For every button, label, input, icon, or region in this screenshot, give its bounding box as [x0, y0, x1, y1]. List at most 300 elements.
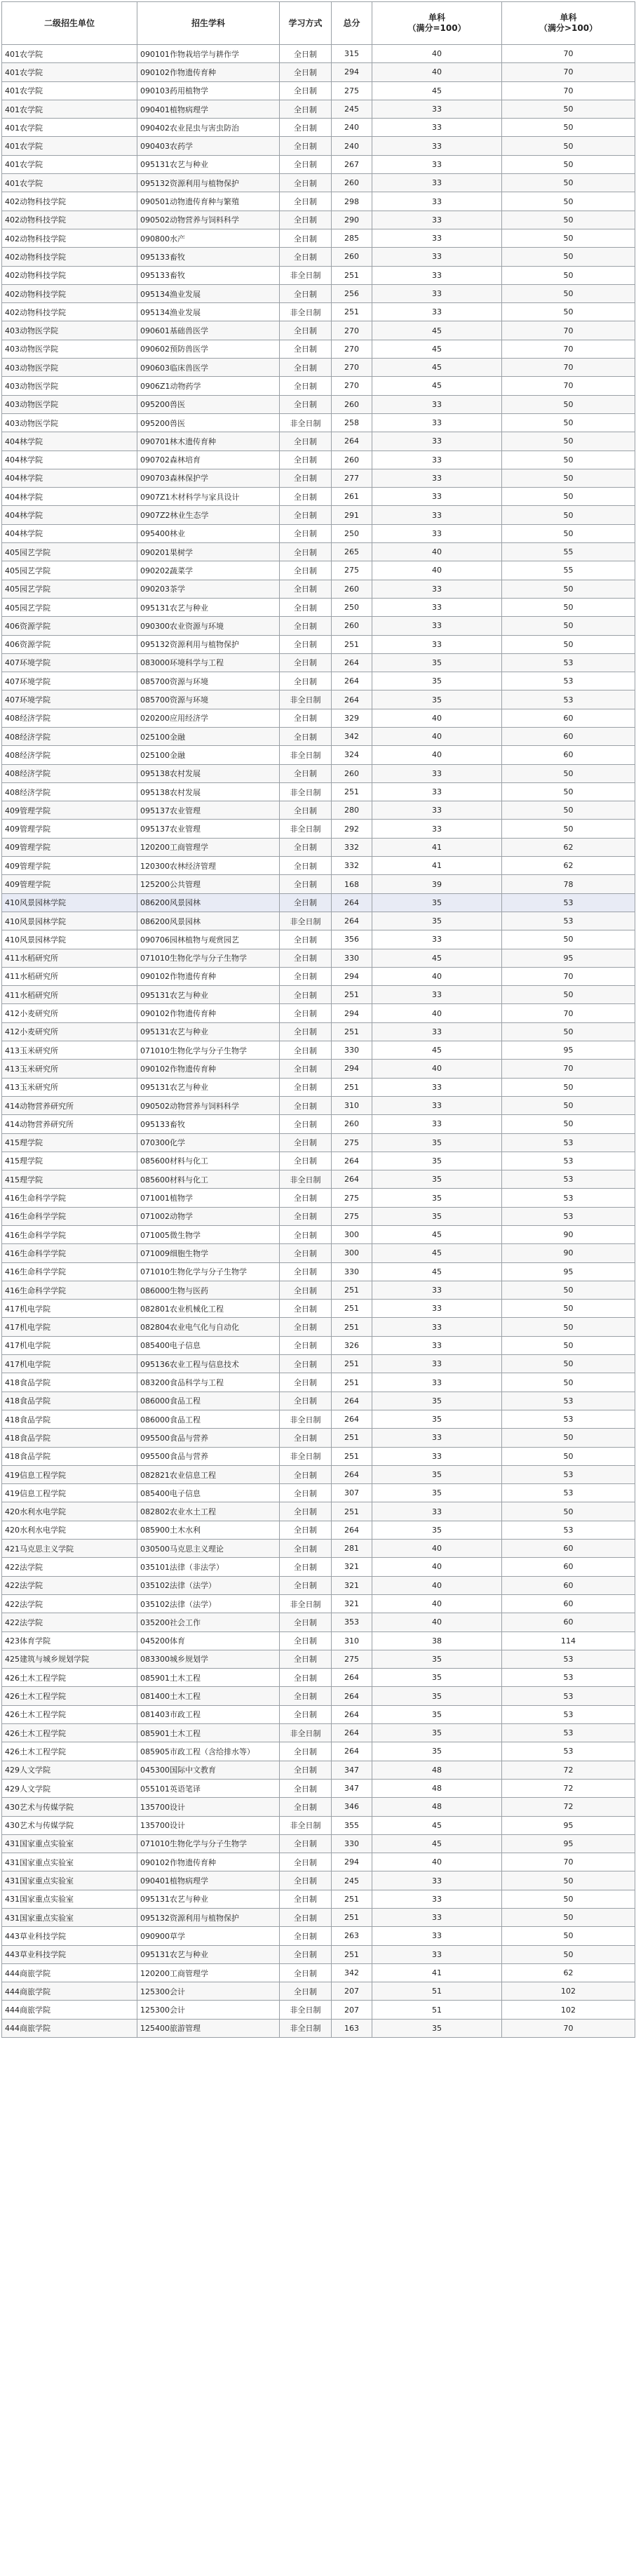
cell-single-100: 40 — [372, 1853, 502, 1871]
cell-single-100: 33 — [372, 451, 502, 469]
cell-single-100: 33 — [372, 303, 502, 321]
cell-single-100: 33 — [372, 1318, 502, 1336]
table-row — [2, 1650, 635, 1668]
cell-study-mode: 全日制 — [280, 1945, 332, 1963]
table-row — [2, 192, 635, 211]
cell-unit: 419信息工程学院 — [2, 1484, 137, 1502]
cell-unit: 431国家重点实验室 — [2, 1853, 137, 1871]
cell-single-100: 33 — [372, 598, 502, 616]
score-line-table — [1, 1, 635, 2038]
cell-single-over-100: 50 — [502, 930, 635, 949]
table-header — [2, 2, 635, 45]
cell-single-100: 33 — [372, 580, 502, 598]
cell-single-over-100: 50 — [502, 820, 635, 838]
cell-single-100: 51 — [372, 2001, 502, 2019]
cell-single-over-100: 72 — [502, 1798, 635, 1816]
cell-single-100: 33 — [372, 801, 502, 820]
cell-single-over-100: 50 — [502, 192, 635, 211]
cell-study-mode: 全日制 — [280, 1650, 332, 1668]
cell-study-mode: 全日制 — [280, 1927, 332, 1945]
cell-single-over-100: 50 — [502, 1300, 635, 1318]
cell-single-over-100: 95 — [502, 1262, 635, 1281]
cell-single-over-100: 60 — [502, 746, 635, 764]
cell-study-mode: 全日制 — [280, 1022, 332, 1041]
cell-single-100: 33 — [372, 469, 502, 487]
cell-total-score: 330 — [332, 1834, 372, 1853]
cell-study-mode: 非全日制 — [280, 690, 332, 709]
cell-unit: 421马克思主义学院 — [2, 1540, 137, 1558]
cell-single-100: 33 — [372, 100, 502, 118]
cell-major: 086200风景园林 — [137, 893, 280, 912]
cell-study-mode: 全日制 — [280, 1281, 332, 1299]
cell-major: 071001植物学 — [137, 1189, 280, 1207]
cell-single-over-100: 55 — [502, 543, 635, 561]
cell-total-score: 245 — [332, 100, 372, 118]
header-total-score: 总分 — [332, 2, 372, 45]
cell-study-mode: 全日制 — [280, 1373, 332, 1392]
cell-total-score: 263 — [332, 1927, 372, 1945]
cell-major: 085600材料与化工 — [137, 1170, 280, 1189]
cell-single-over-100: 50 — [502, 451, 635, 469]
cell-single-100: 33 — [372, 524, 502, 542]
cell-major: 090702森林培育 — [137, 451, 280, 469]
cell-major: 090203茶学 — [137, 580, 280, 598]
cell-single-over-100: 50 — [502, 432, 635, 451]
cell-single-over-100: 50 — [502, 1022, 635, 1041]
cell-study-mode: 全日制 — [280, 1705, 332, 1723]
cell-study-mode: 非全日制 — [280, 1816, 332, 1834]
cell-single-100: 45 — [372, 1244, 502, 1262]
cell-single-over-100: 50 — [502, 524, 635, 542]
table-row — [2, 782, 635, 801]
cell-single-over-100: 62 — [502, 1963, 635, 1982]
cell-total-score: 330 — [332, 1262, 372, 1281]
cell-total-score: 329 — [332, 709, 372, 727]
cell-total-score: 321 — [332, 1594, 372, 1613]
cell-single-over-100: 53 — [502, 690, 635, 709]
cell-major: 090603临床兽医学 — [137, 359, 280, 377]
cell-single-100: 35 — [372, 912, 502, 930]
cell-single-over-100: 102 — [502, 1982, 635, 2001]
cell-single-over-100: 50 — [502, 488, 635, 506]
cell-total-score: 347 — [332, 1779, 372, 1797]
table-row — [2, 1669, 635, 1687]
cell-major: 125300会计 — [137, 2001, 280, 2019]
table-row — [2, 1761, 635, 1779]
cell-total-score: 264 — [332, 1669, 372, 1687]
cell-unit: 431国家重点实验室 — [2, 1834, 137, 1853]
cell-major: 095133畜牧 — [137, 248, 280, 266]
table-row — [2, 1798, 635, 1816]
table-row — [2, 1336, 635, 1354]
cell-major: 095138农村发展 — [137, 764, 280, 782]
cell-single-100: 40 — [372, 1594, 502, 1613]
cell-single-over-100: 53 — [502, 1133, 635, 1152]
cell-total-score: 294 — [332, 1060, 372, 1078]
cell-study-mode: 全日制 — [280, 1687, 332, 1705]
cell-study-mode: 全日制 — [280, 63, 332, 81]
cell-major: 090102作物遗传育种 — [137, 1853, 280, 1871]
cell-unit: 402动物科技学院 — [2, 284, 137, 302]
cell-study-mode: 全日制 — [280, 986, 332, 1004]
cell-study-mode: 全日制 — [280, 1963, 332, 1982]
cell-single-over-100: 60 — [502, 1576, 635, 1594]
table-row — [2, 174, 635, 192]
cell-unit: 403动物医学院 — [2, 413, 137, 432]
cell-single-100: 33 — [372, 1890, 502, 1908]
cell-single-over-100: 50 — [502, 303, 635, 321]
cell-total-score: 277 — [332, 469, 372, 487]
cell-major: 095400林业 — [137, 524, 280, 542]
cell-unit: 405园艺学院 — [2, 598, 137, 616]
table-row — [2, 1170, 635, 1189]
table-row — [2, 303, 635, 321]
cell-total-score: 330 — [332, 1041, 372, 1060]
cell-study-mode: 全日制 — [280, 1576, 332, 1594]
cell-total-score: 291 — [332, 506, 372, 524]
table-row — [2, 580, 635, 598]
cell-major: 095137农业管理 — [137, 820, 280, 838]
cell-single-over-100: 70 — [502, 967, 635, 985]
table-row — [2, 1631, 635, 1650]
cell-major: 135700设计 — [137, 1816, 280, 1834]
cell-unit: 403动物医学院 — [2, 377, 137, 395]
cell-major: 095500食品与营养 — [137, 1429, 280, 1447]
cell-study-mode: 全日制 — [280, 1779, 332, 1797]
cell-single-over-100: 53 — [502, 1152, 635, 1170]
cell-major: 082802农业水土工程 — [137, 1502, 280, 1521]
cell-single-100: 33 — [372, 1871, 502, 1890]
table-row — [2, 1262, 635, 1281]
cell-single-100: 48 — [372, 1779, 502, 1797]
cell-single-over-100: 53 — [502, 1687, 635, 1705]
cell-total-score: 298 — [332, 192, 372, 211]
cell-single-100: 35 — [372, 1207, 502, 1225]
cell-study-mode: 全日制 — [280, 1262, 332, 1281]
cell-single-over-100: 50 — [502, 764, 635, 782]
cell-study-mode: 全日制 — [280, 1336, 332, 1354]
cell-study-mode: 非全日制 — [280, 782, 332, 801]
cell-single-100: 33 — [372, 432, 502, 451]
cell-unit: 409管理学院 — [2, 857, 137, 875]
cell-major: 083000环境科学与工程 — [137, 653, 280, 672]
cell-single-100: 33 — [372, 395, 502, 413]
cell-single-100: 41 — [372, 857, 502, 875]
table-row — [2, 893, 635, 912]
cell-total-score: 256 — [332, 284, 372, 302]
cell-single-100: 35 — [372, 1410, 502, 1428]
table-row — [2, 1502, 635, 1521]
cell-single-over-100: 53 — [502, 1392, 635, 1410]
cell-total-score: 260 — [332, 451, 372, 469]
cell-major: 095132资源利用与植物保护 — [137, 174, 280, 192]
cell-single-100: 45 — [372, 1816, 502, 1834]
cell-major: 085901土木工程 — [137, 1669, 280, 1687]
cell-unit: 411水稻研究所 — [2, 967, 137, 985]
cell-single-over-100: 70 — [502, 1853, 635, 1871]
cell-single-100: 33 — [372, 820, 502, 838]
cell-unit: 402动物科技学院 — [2, 229, 137, 247]
cell-single-over-100: 60 — [502, 709, 635, 727]
cell-single-100: 35 — [372, 1465, 502, 1483]
cell-study-mode: 非全日制 — [280, 2019, 332, 2037]
cell-total-score: 251 — [332, 782, 372, 801]
cell-total-score: 332 — [332, 857, 372, 875]
cell-single-over-100: 50 — [502, 801, 635, 820]
cell-study-mode: 全日制 — [280, 727, 332, 745]
cell-unit: 409管理学院 — [2, 875, 137, 893]
cell-study-mode: 全日制 — [280, 857, 332, 875]
table-row — [2, 359, 635, 377]
cell-single-100: 35 — [372, 1133, 502, 1152]
cell-study-mode: 非全日制 — [280, 746, 332, 764]
table-row — [2, 506, 635, 524]
cell-major: 095133畜牧 — [137, 266, 280, 284]
cell-single-over-100: 95 — [502, 1816, 635, 1834]
table-row — [2, 949, 635, 967]
cell-unit: 420水利水电学院 — [2, 1502, 137, 1521]
cell-single-over-100: 90 — [502, 1226, 635, 1244]
cell-single-over-100: 60 — [502, 727, 635, 745]
cell-unit: 431国家重点实验室 — [2, 1890, 137, 1908]
cell-total-score: 292 — [332, 820, 372, 838]
cell-major: 090102作物遗传育种 — [137, 1004, 280, 1022]
cell-study-mode: 全日制 — [280, 1189, 332, 1207]
cell-study-mode: 全日制 — [280, 119, 332, 137]
cell-unit: 403动物医学院 — [2, 340, 137, 358]
table-row — [2, 1410, 635, 1428]
cell-unit: 443草业科技学院 — [2, 1927, 137, 1945]
table-row — [2, 413, 635, 432]
cell-total-score: 270 — [332, 321, 372, 340]
cell-major: 090502动物营养与饲料科学 — [137, 211, 280, 229]
cell-major: 090102作物遗传育种 — [137, 967, 280, 985]
cell-single-over-100: 50 — [502, 1908, 635, 1926]
table-row — [2, 1834, 635, 1853]
cell-single-100: 40 — [372, 1004, 502, 1022]
cell-total-score: 280 — [332, 801, 372, 820]
cell-study-mode: 全日制 — [280, 1908, 332, 1926]
cell-study-mode: 全日制 — [280, 598, 332, 616]
cell-single-100: 33 — [372, 119, 502, 137]
cell-unit: 417机电学院 — [2, 1336, 137, 1354]
cell-major: 083300城乡规划学 — [137, 1650, 280, 1668]
cell-study-mode: 全日制 — [280, 395, 332, 413]
cell-major: 071010生物化学与分子生物学 — [137, 1834, 280, 1853]
cell-study-mode: 非全日制 — [280, 912, 332, 930]
table-row — [2, 1594, 635, 1613]
table-row — [2, 1373, 635, 1392]
cell-study-mode: 全日制 — [280, 1853, 332, 1871]
cell-total-score: 251 — [332, 1281, 372, 1299]
cell-major: 070300化学 — [137, 1133, 280, 1152]
table-row — [2, 1429, 635, 1447]
table-row — [2, 1096, 635, 1114]
table-row — [2, 451, 635, 469]
table-row — [2, 912, 635, 930]
cell-major: 090703森林保护学 — [137, 469, 280, 487]
cell-major: 095200兽医 — [137, 395, 280, 413]
cell-single-100: 35 — [372, 1189, 502, 1207]
cell-total-score: 264 — [332, 432, 372, 451]
cell-unit: 401农学院 — [2, 63, 137, 81]
cell-major: 090101作物栽培学与耕作学 — [137, 45, 280, 63]
cell-major: 090102作物遗传育种 — [137, 1060, 280, 1078]
cell-single-over-100: 95 — [502, 1834, 635, 1853]
cell-major: 071002动物学 — [137, 1207, 280, 1225]
cell-study-mode: 全日制 — [280, 580, 332, 598]
cell-unit: 406资源学院 — [2, 635, 137, 653]
cell-single-over-100: 95 — [502, 1041, 635, 1060]
cell-unit: 402动物科技学院 — [2, 211, 137, 229]
cell-study-mode: 全日制 — [280, 967, 332, 985]
table-row — [2, 709, 635, 727]
cell-major: 055101英语笔译 — [137, 1779, 280, 1797]
cell-total-score: 264 — [332, 1170, 372, 1189]
table-row — [2, 266, 635, 284]
cell-unit: 422法学院 — [2, 1594, 137, 1613]
cell-study-mode: 全日制 — [280, 1318, 332, 1336]
cell-study-mode: 非全日制 — [280, 1594, 332, 1613]
cell-major: 081403市政工程 — [137, 1705, 280, 1723]
cell-study-mode: 全日制 — [280, 1429, 332, 1447]
cell-unit: 415理学院 — [2, 1152, 137, 1170]
cell-major: 095136农业工程与信息技术 — [137, 1355, 280, 1373]
cell-unit: 426土木工程学院 — [2, 1724, 137, 1742]
cell-major: 135700设计 — [137, 1798, 280, 1816]
cell-major: 025100金融 — [137, 746, 280, 764]
cell-major: 095132资源利用与植物保护 — [137, 1908, 280, 1926]
cell-total-score: 163 — [332, 2019, 372, 2037]
cell-total-score: 275 — [332, 81, 372, 100]
cell-single-100: 33 — [372, 1022, 502, 1041]
cell-single-over-100: 53 — [502, 1650, 635, 1668]
cell-single-100: 33 — [372, 782, 502, 801]
cell-total-score: 275 — [332, 1133, 372, 1152]
cell-total-score: 251 — [332, 1355, 372, 1373]
cell-single-over-100: 53 — [502, 672, 635, 690]
cell-single-100: 33 — [372, 1927, 502, 1945]
cell-unit: 404林学院 — [2, 488, 137, 506]
cell-study-mode: 全日制 — [280, 1669, 332, 1687]
cell-study-mode: 全日制 — [280, 1060, 332, 1078]
cell-single-100: 48 — [372, 1761, 502, 1779]
cell-single-over-100: 53 — [502, 1410, 635, 1428]
cell-total-score: 251 — [332, 1429, 372, 1447]
cell-single-100: 45 — [372, 321, 502, 340]
cell-study-mode: 非全日制 — [280, 1410, 332, 1428]
cell-study-mode: 全日制 — [280, 1465, 332, 1483]
table-row — [2, 81, 635, 100]
cell-study-mode: 全日制 — [280, 1558, 332, 1576]
cell-major: 090102作物遗传育种 — [137, 63, 280, 81]
cell-study-mode: 全日制 — [280, 1890, 332, 1908]
cell-single-100: 45 — [372, 359, 502, 377]
cell-total-score: 310 — [332, 1096, 372, 1114]
cell-major: 086200风景园林 — [137, 912, 280, 930]
cell-total-score: 264 — [332, 1687, 372, 1705]
cell-unit: 408经济学院 — [2, 709, 137, 727]
table-row — [2, 653, 635, 672]
cell-single-over-100: 50 — [502, 598, 635, 616]
table-row — [2, 672, 635, 690]
cell-major: 095131农艺与种业 — [137, 1078, 280, 1096]
table-row — [2, 617, 635, 635]
cell-unit: 416生命科学学院 — [2, 1262, 137, 1281]
cell-single-over-100: 50 — [502, 782, 635, 801]
table-row — [2, 967, 635, 985]
cell-single-100: 35 — [372, 1392, 502, 1410]
cell-major: 071005微生物学 — [137, 1226, 280, 1244]
cell-unit: 404林学院 — [2, 506, 137, 524]
cell-single-over-100: 95 — [502, 949, 635, 967]
cell-unit: 411水稻研究所 — [2, 986, 137, 1004]
cell-single-over-100: 50 — [502, 1336, 635, 1354]
cell-total-score: 251 — [332, 1373, 372, 1392]
cell-study-mode: 非全日制 — [280, 1724, 332, 1742]
cell-single-over-100: 55 — [502, 561, 635, 580]
cell-single-over-100: 53 — [502, 1207, 635, 1225]
cell-single-over-100: 70 — [502, 2019, 635, 2037]
cell-unit: 443草业科技学院 — [2, 1945, 137, 1963]
cell-major: 082804农业电气化与自动化 — [137, 1318, 280, 1336]
table-row — [2, 1705, 635, 1723]
cell-single-100: 45 — [372, 1041, 502, 1060]
cell-major: 095132资源利用与植物保护 — [137, 635, 280, 653]
cell-unit: 413玉米研究所 — [2, 1060, 137, 1078]
cell-unit: 426土木工程学院 — [2, 1705, 137, 1723]
cell-single-100: 33 — [372, 986, 502, 1004]
cell-unit: 423体育学院 — [2, 1631, 137, 1650]
cell-major: 125400旅游管理 — [137, 2019, 280, 2037]
table-row — [2, 1022, 635, 1041]
table-row — [2, 746, 635, 764]
cell-total-score: 240 — [332, 137, 372, 155]
cell-single-over-100: 53 — [502, 1189, 635, 1207]
cell-study-mode: 全日制 — [280, 1761, 332, 1779]
cell-single-100: 33 — [372, 1281, 502, 1299]
cell-total-score: 324 — [332, 746, 372, 764]
cell-unit: 407环境学院 — [2, 653, 137, 672]
cell-single-over-100: 53 — [502, 653, 635, 672]
cell-total-score: 251 — [332, 1447, 372, 1465]
cell-single-over-100: 60 — [502, 1540, 635, 1558]
cell-single-100: 33 — [372, 1078, 502, 1096]
table-row — [2, 63, 635, 81]
cell-study-mode: 全日制 — [280, 137, 332, 155]
cell-study-mode: 全日制 — [280, 100, 332, 118]
cell-total-score: 251 — [332, 303, 372, 321]
cell-major: 120200工商管理学 — [137, 1963, 280, 1982]
header-single-over-100-title: 单科 — [560, 13, 577, 22]
cell-unit: 401农学院 — [2, 137, 137, 155]
cell-single-100: 33 — [372, 229, 502, 247]
cell-unit: 401农学院 — [2, 119, 137, 137]
cell-major: 085400电子信息 — [137, 1484, 280, 1502]
cell-major: 085400电子信息 — [137, 1336, 280, 1354]
cell-single-over-100: 53 — [502, 1521, 635, 1539]
cell-major: 090201果树学 — [137, 543, 280, 561]
cell-total-score: 290 — [332, 211, 372, 229]
cell-study-mode: 全日制 — [280, 1041, 332, 1060]
table-row — [2, 1244, 635, 1262]
table-row — [2, 45, 635, 63]
cell-single-100: 40 — [372, 63, 502, 81]
cell-single-100: 45 — [372, 377, 502, 395]
cell-single-over-100: 50 — [502, 395, 635, 413]
cell-unit: 404林学院 — [2, 451, 137, 469]
table-body — [2, 45, 635, 2038]
